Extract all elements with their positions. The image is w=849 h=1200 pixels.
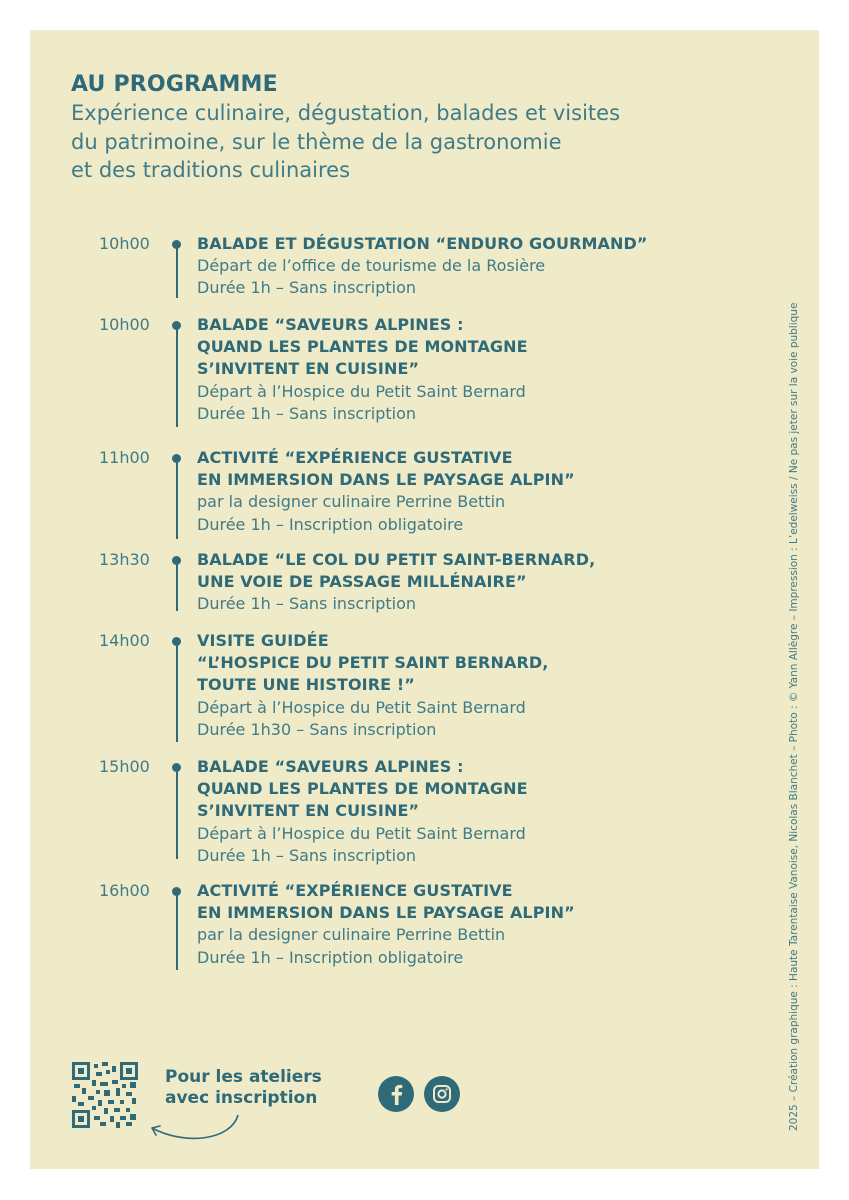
instagram-icon[interactable] <box>424 1076 460 1112</box>
event-info <box>197 447 757 536</box>
program-heading: AU PROGRAMME <box>71 72 278 97</box>
intro-line: Expérience culinaire, dégustation, balades et visites <box>71 101 621 125</box>
event-info <box>197 233 757 300</box>
timeline-line <box>176 890 178 970</box>
timeline-line <box>176 243 178 298</box>
event-time: 10h00 <box>99 234 150 253</box>
event-detail-line: Durée 1h – Sans inscription <box>197 845 417 865</box>
event-title-line: BALADE “SAVEURS ALPINES : <box>197 757 464 776</box>
event-title-line: TOUTE UNE HISTOIRE !” <box>197 675 415 695</box>
facebook-icon[interactable] <box>378 1076 414 1112</box>
cta-line: avec inscription <box>165 1088 318 1108</box>
event-info <box>197 630 757 741</box>
event-title-line: “L’HOSPICE DU PETIT SAINT BERNARD, <box>197 653 549 673</box>
curved-arrow-icon <box>146 1112 246 1146</box>
event-time: 11h00 <box>99 448 150 467</box>
timeline-line <box>176 766 178 859</box>
event-title-line: EN IMMERSION DANS LE PAYSAGE ALPIN” <box>197 470 575 490</box>
event-detail-line: Durée 1h – Inscription obligatoire <box>197 947 464 967</box>
event-title-line: EN IMMERSION DANS LE PAYSAGE ALPIN” <box>197 903 575 923</box>
event-detail-line: par la designer culinaire Perrine Bettin <box>197 492 506 512</box>
event-title-line: QUAND LES PLANTES DE MONTAGNE <box>197 337 528 357</box>
event-title-line: ACTIVITÉ “EXPÉRIENCE GUSTATIVE <box>197 881 513 900</box>
event-title-line: VISITE GUIDÉE <box>197 631 329 650</box>
event-time: 13h30 <box>99 550 150 569</box>
program-intro <box>71 99 731 185</box>
event-info <box>197 880 757 969</box>
event-detail-line: Durée 1h – Sans inscription <box>197 403 417 423</box>
event-title-line: S’INVITENT EN CUISINE” <box>197 801 420 821</box>
event-detail-line: Départ à l’Hospice du Petit Saint Bernard <box>197 697 526 717</box>
event-info <box>197 756 757 867</box>
qr-code-icon[interactable] <box>72 1062 138 1128</box>
timeline-line <box>176 457 178 539</box>
event-time: 16h00 <box>99 881 150 900</box>
timeline-line <box>176 640 178 742</box>
credit-line: 2025 – Création graphique : Haute Tarentaise Vanoise, Nicolas Blanchet – Photo : © Yann Allègre – Impression : L’edelweiss / Ne pas jeter sur la voie publique <box>788 302 800 1131</box>
event-detail-line: Durée 1h – Sans inscription <box>197 278 417 298</box>
timeline-line <box>176 559 178 611</box>
event-title-line: BALADE “LE COL DU PETIT SAINT-BERNARD, <box>197 550 596 569</box>
event-detail-line: Départ de l’office de tourisme de la Rosière <box>197 256 546 276</box>
registration-callout <box>165 1067 322 1109</box>
event-time: 15h00 <box>99 757 150 776</box>
event-detail-line: Durée 1h30 – Sans inscription <box>197 719 437 739</box>
event-title-line: UNE VOIE DE PASSAGE MILLÉNAIRE” <box>197 572 527 592</box>
event-detail-line: par la designer culinaire Perrine Bettin <box>197 925 506 945</box>
event-time: 14h00 <box>99 631 150 650</box>
event-detail-line: Durée 1h – Inscription obligatoire <box>197 514 464 534</box>
event-detail-line: Durée 1h – Sans inscription <box>197 594 417 614</box>
event-title-line: BALADE ET DÉGUSTATION “ENDURO GOURMAND” <box>197 234 648 253</box>
event-title-line: BALADE “SAVEURS ALPINES : <box>197 315 464 334</box>
intro-line: du patrimoine, sur le thème de la gastronomie <box>71 129 562 154</box>
event-title-line: ACTIVITÉ “EXPÉRIENCE GUSTATIVE <box>197 448 513 467</box>
timeline-line <box>176 324 178 427</box>
cta-line: Pour les ateliers <box>165 1067 322 1087</box>
event-detail-line: Départ à l’Hospice du Petit Saint Bernard <box>197 381 526 401</box>
event-info <box>197 314 757 425</box>
event-title-line: S’INVITENT EN CUISINE” <box>197 359 420 379</box>
event-info <box>197 549 757 616</box>
event-detail-line: Départ à l’Hospice du Petit Saint Bernard <box>197 823 526 843</box>
event-title-line: QUAND LES PLANTES DE MONTAGNE <box>197 779 528 799</box>
event-time: 10h00 <box>99 315 150 334</box>
intro-line: et des traditions culinaires <box>71 158 351 182</box>
